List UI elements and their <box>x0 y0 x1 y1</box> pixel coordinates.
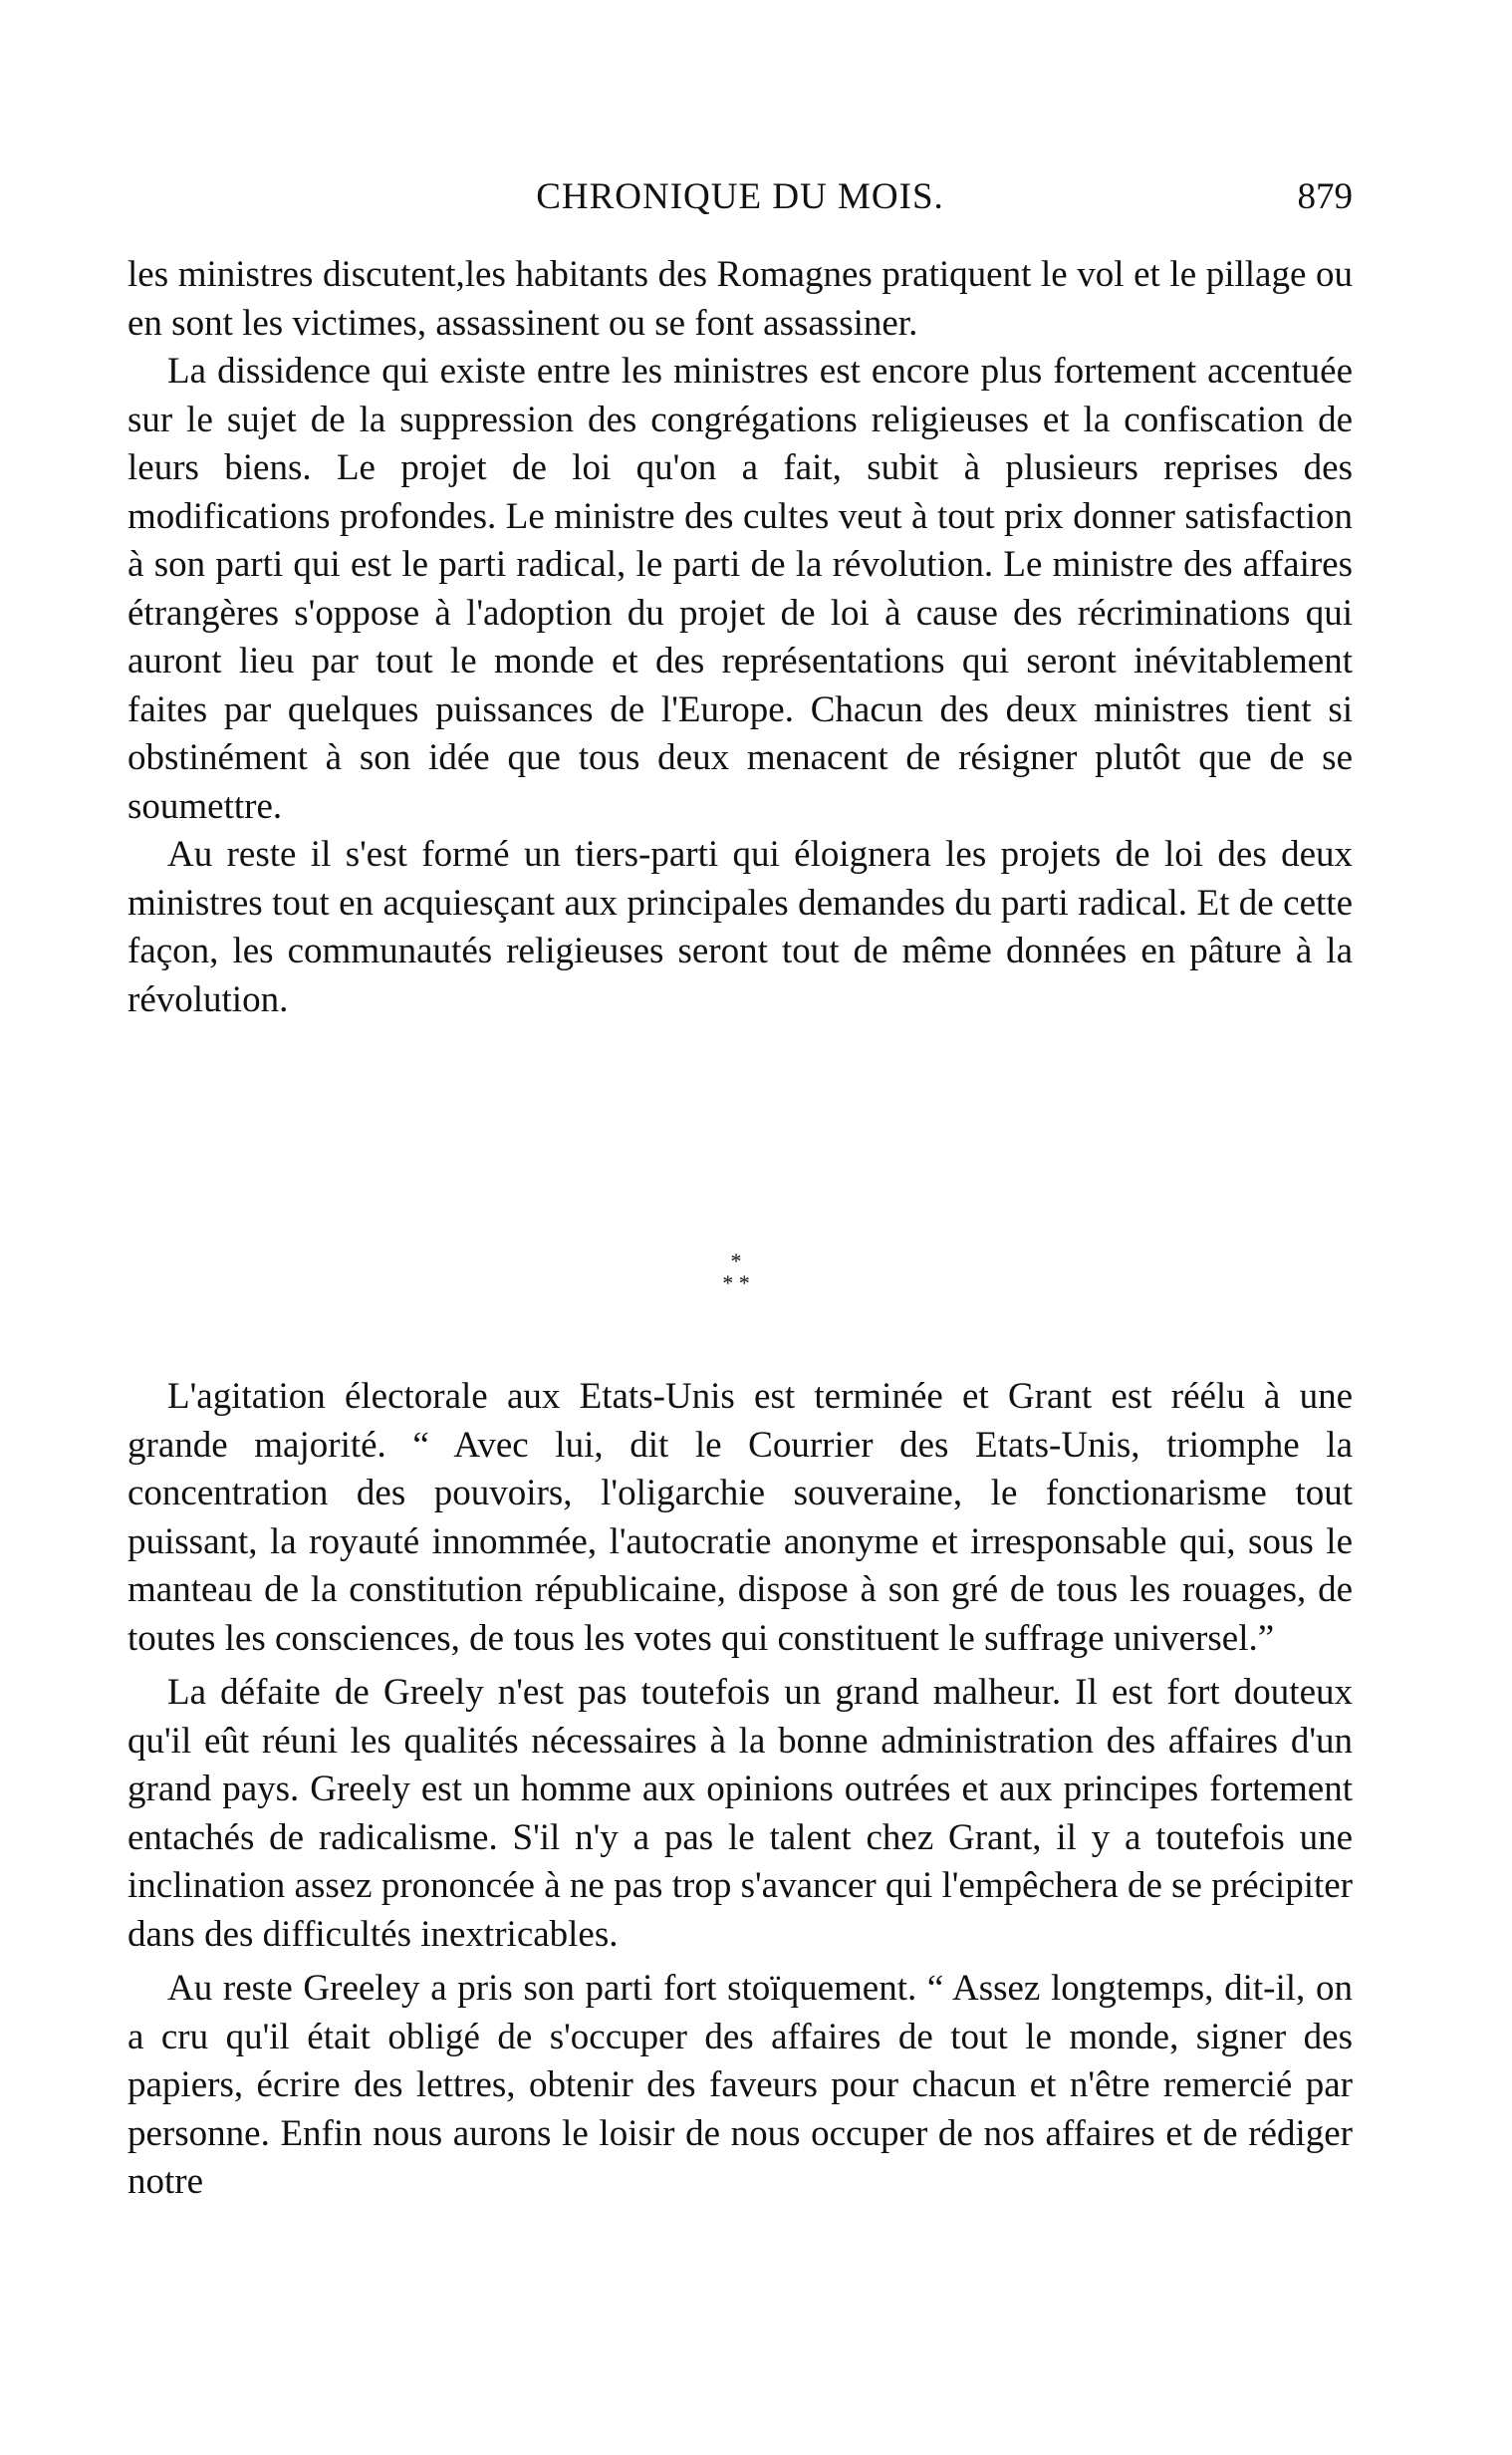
paragraph-tiers-parti: Au reste il s'est formé un tiers-parti qui éloignera les projets de loi des deux ministres tout en acquiesçant aux principales demandes du parti radical. Et de cette façon, les communautés religieuses seront tout de même données en pâture à la révolution. <box>127 834 1353 1020</box>
text-block-top <box>127 251 1353 1024</box>
page-number: 879 <box>1297 176 1353 217</box>
paragraph-dissidence: La dissidence qui existe entre les ministres est encore plus fortement accentuée sur le sujet de la suppression des congrégations religieuses et la confiscation de leurs biens. Le projet de loi qu'on a fait, subit à plusieurs reprises des modifications profondes. Le ministre des cultes veut à tout prix donner satisfaction à son parti qui est le parti radical, le parti de la révolution. Le ministre des affaires étrangères s'oppose à l'adoption du projet de loi à cause des récriminations qui auront lieu par tout le monde et des représentations qui seront inévitablement faites par quelques puissances de l'Europe. Chacun des deux ministres tient si obstinément à son idée que tous deux menacent de résigner plutôt que de se soumettre. <box>127 351 1353 827</box>
paragraph-continuation: les ministres discutent,les habitants des Romagnes pratiquent le vol et le pillage ou en sont les victimes, assassinent ou se font assassiner. <box>127 254 1353 344</box>
paragraph-greeley-stoique: Au reste Greeley a pris son parti fort stoïquement. “ Assez longtemps, dit-il, on a cru qu'il était obligé de s'occuper des affaires de tout le monde, signer des papiers, écrire des lettres, obtenir des faveurs pour chacun et n'être remercié par personne. Enfin nous aurons le loisir de nous occuper de nos affaires et de rédiger notre <box>127 1968 1353 2202</box>
running-title: CHRONIQUE DU MOIS. <box>536 176 944 217</box>
section-separator <box>706 1250 766 1310</box>
separator-top-asterisk: * <box>730 1248 742 1273</box>
separator-bottom-asterisks: * * <box>722 1270 750 1295</box>
paragraph-agitation-electorale: L'agitation électorale aux Etats-Unis est terminée et Grant est réélu à une grande majorité. “ Avec lui, dit le Courrier des Etats-Unis, triomphe la concentration des pouvoirs, l'oligarchie souveraine, le fonctionarisme tout puissant, la royauté innommée, l'autocratie anonyme et irresponsable qui, sous le manteau de la constitution républicaine, dispose à son gré de tous les rouages, de toutes les consciences, de tous les votes qui constituent le suffrage universel.” <box>127 1376 1353 1659</box>
paragraph-defaite-greely: La défaite de Greely n'est pas toutefois un grand malheur. Il est fort douteux qu'il eût réuni les qualités nécessaires à la bonne administration des affaires d'un grand pays. Greely est un homme aux opinions outrées et aux principes fortement entachés de radicalisme. S'il n'y a pas le talent chez Grant, il y a toutefois une inclination assez prononcée à ne pas trop s'avancer qui l'empêchera de se précipiter dans des difficultés inextricables. <box>127 1672 1353 1955</box>
running-head <box>127 175 1353 225</box>
text-block-bottom <box>127 1373 1353 2207</box>
